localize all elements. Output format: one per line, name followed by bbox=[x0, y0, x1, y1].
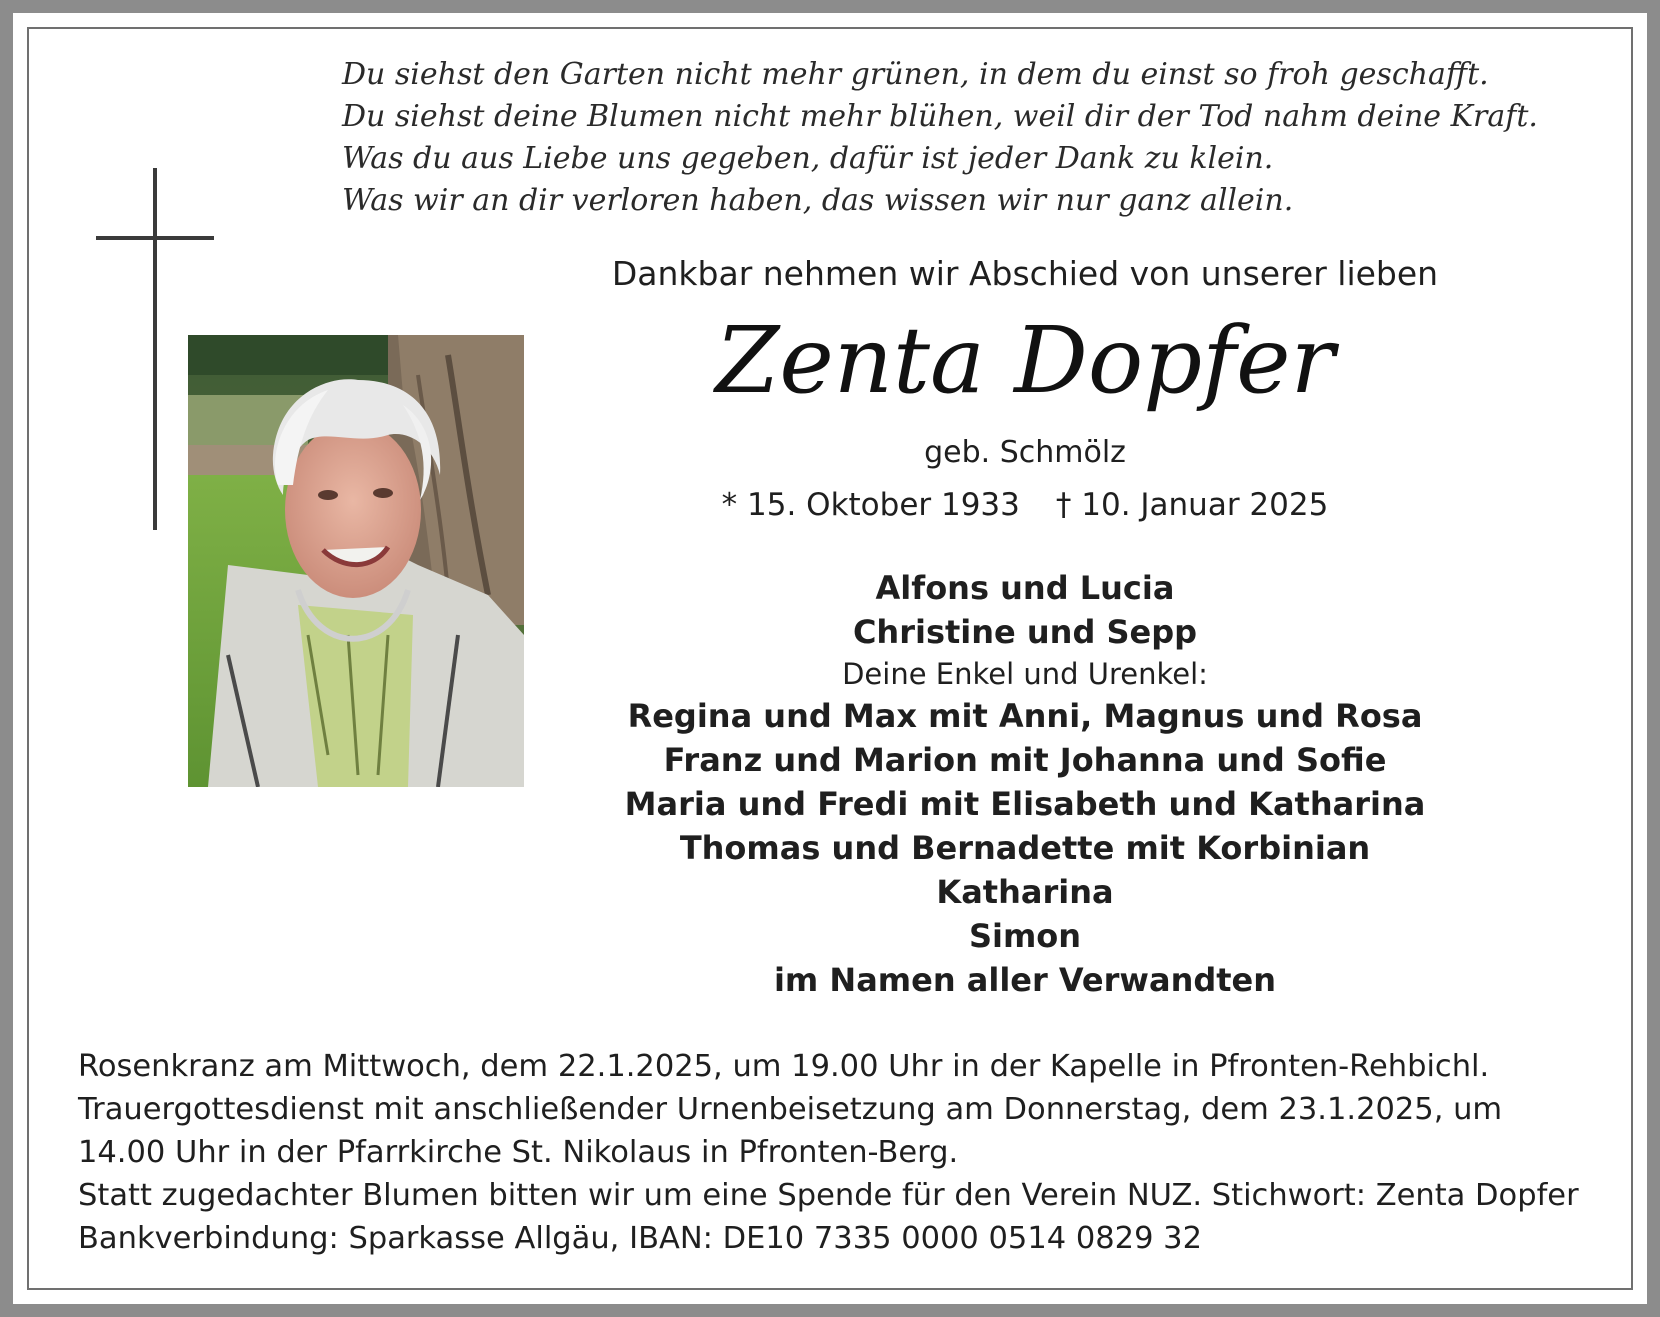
poem-line: Was du aus Liebe uns gegeben, dafür ist jeder Dank zu klein. bbox=[342, 141, 1274, 176]
mourner-line: Katharina bbox=[936, 873, 1114, 911]
info-line: Bankverbindung: Sparkasse Allgäu, IBAN: DE10 7335 0000 0514 0829 32 bbox=[78, 1221, 1202, 1256]
deceased-name: Zenta Dopfer bbox=[715, 307, 1335, 414]
grandchildren-heading: Deine Enkel und Urenkel: bbox=[842, 657, 1208, 691]
poem-line: Was wir an dir verloren haben, das wissen wir nur ganz allein. bbox=[342, 183, 1294, 218]
portrait-photo bbox=[188, 335, 524, 787]
info-line: Statt zugedachter Blumen bitten wir um eine Spende für den Verein NUZ. Stichwort: Zenta Dopfer bbox=[78, 1178, 1579, 1213]
mourner-line: Thomas und Bernadette mit Korbinian bbox=[679, 829, 1371, 867]
mourner-line: im Namen aller Verwandten bbox=[773, 961, 1277, 999]
mourners-list bbox=[560, 566, 1490, 1002]
mourner-line: Franz und Marion mit Johanna und Sofie bbox=[663, 741, 1387, 779]
mourner-line: Alfons und Lucia bbox=[875, 569, 1175, 607]
poem bbox=[342, 54, 1602, 222]
birth-name: geb. Schmölz bbox=[924, 435, 1126, 470]
info-line: Trauergottesdienst mit anschließender Urnenbeisetzung am Donnerstag, dem 23.1.2025, um bbox=[78, 1092, 1503, 1127]
poem-line: Du siehst deine Blumen nicht mehr blühen, weil dir der Tod nahm deine Kraft. bbox=[342, 99, 1538, 134]
birth-date: * 15. Oktober 1933 bbox=[721, 487, 1020, 523]
info-line: 14.00 Uhr in der Pfarrkirche St. Nikolaus in Pfronten-Berg. bbox=[78, 1135, 959, 1170]
poem-line: Du siehst den Garten nicht mehr grünen, in dem du einst so froh geschafft. bbox=[342, 57, 1489, 92]
life-dates bbox=[560, 484, 1490, 526]
service-info bbox=[78, 1045, 1618, 1260]
info-line: Rosenkranz am Mittwoch, dem 22.1.2025, um 19.00 Uhr in der Kapelle in Pfronten-Rehbichl. bbox=[78, 1049, 1490, 1084]
mourner-line: Maria und Fredi mit Elisabeth und Katharina bbox=[624, 785, 1426, 823]
mourner-line: Regina und Max mit Anni, Magnus und Rosa bbox=[627, 697, 1423, 735]
intro-text: Dankbar nehmen wir Abschied von unserer lieben bbox=[611, 254, 1439, 293]
death-date: † 10. Januar 2025 bbox=[1055, 487, 1329, 523]
mourner-line: Christine und Sepp bbox=[852, 613, 1198, 651]
mourner-line: Simon bbox=[968, 917, 1082, 955]
